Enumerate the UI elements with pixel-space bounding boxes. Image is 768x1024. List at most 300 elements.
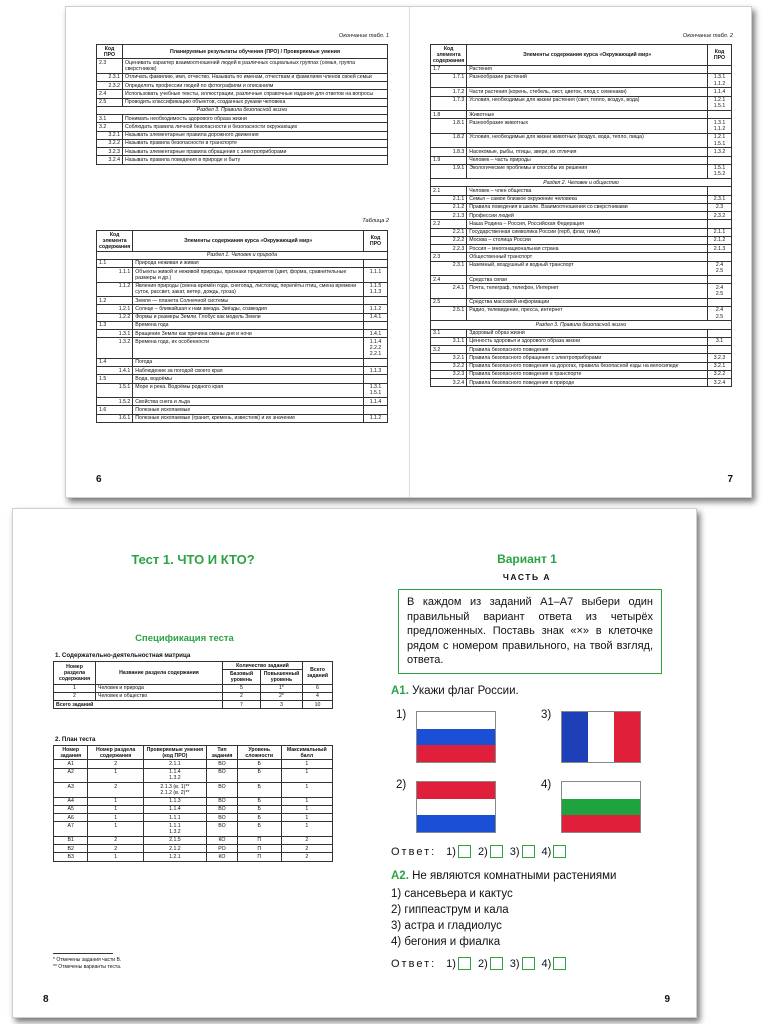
answer-num: 4) — [541, 845, 552, 858]
matrix-cell: 2 — [223, 692, 261, 700]
matrix-table — [53, 661, 333, 709]
row-pro-code: 3.2.2 — [708, 370, 732, 378]
answer-num: 1) — [446, 845, 456, 858]
table-row — [97, 358, 388, 366]
plan-cell: ВО — [206, 822, 237, 836]
table-header: Код ПРО — [708, 45, 732, 66]
answer-checkbox[interactable] — [522, 845, 535, 858]
flag-stripe — [588, 712, 614, 762]
table-row — [431, 354, 732, 362]
plan-cell: Б — [237, 797, 281, 805]
table-row — [97, 73, 388, 81]
table-row — [97, 90, 388, 98]
table-row — [431, 245, 732, 253]
flag-stripe — [562, 815, 640, 832]
row-code: 1.8 — [431, 111, 467, 119]
row-text: Общественный транспорт — [467, 253, 708, 261]
matrix-total-basic: 7 — [223, 701, 261, 709]
row-text: Профессии людей — [467, 212, 708, 220]
answer-checkbox[interactable] — [490, 845, 503, 858]
row-text: Радио, телевидение, пресса, интернет — [467, 306, 708, 320]
table-row — [431, 298, 732, 306]
plan-cell: 1.1.4 — [143, 805, 206, 813]
row-code: 2.4 — [97, 90, 123, 98]
plan-header: Номер задания — [54, 746, 88, 760]
question-text: Укажи флаг России. — [412, 685, 519, 697]
plan-cell: В3 — [54, 853, 88, 861]
plan-cell: 1.2.1 — [143, 853, 206, 861]
row-pro-code: 2.3 — [708, 203, 732, 211]
matrix-header: Всего заданий — [303, 662, 333, 685]
table-row — [97, 367, 388, 375]
section-row — [97, 106, 388, 114]
plan-cell: 1 — [88, 805, 143, 813]
table-row — [97, 305, 388, 313]
flag-stripe — [417, 782, 495, 799]
matrix-cell: 2* — [261, 692, 303, 700]
table-row — [431, 195, 732, 203]
row-pro-code — [364, 297, 388, 305]
matrix-header: Номер раздела содержания — [54, 662, 96, 685]
row-text: Правила безопасного поведения в природе — [467, 379, 708, 387]
row-text: Части растения (корень, стебель, лист, цветок, плод с семенами) — [467, 88, 708, 96]
row-text: Природа неживая и живая — [133, 259, 364, 267]
spread-pages-6-7 — [65, 6, 752, 498]
plan-cell: КО — [206, 836, 237, 844]
row-code: 1.3 — [97, 321, 133, 329]
row-code: 2.1 — [431, 187, 467, 195]
table-row — [431, 73, 732, 87]
row-code: 2.3.1 — [431, 261, 467, 275]
plan-row — [54, 797, 333, 805]
row-pro-code: 1.1.4 — [364, 398, 388, 406]
matrix-cell: 2 — [54, 692, 96, 700]
question-text: Не являются комнатными растениями — [412, 870, 617, 882]
matrix-header: Базовый уровень — [223, 670, 261, 684]
table-row — [431, 220, 732, 228]
table-row — [97, 338, 388, 359]
row-text: Наша Родина – Россия, Российская Федерация — [467, 220, 708, 228]
row-code: 3.1 — [431, 329, 467, 337]
row-text: Наземный, воздушный и водный транспорт — [467, 261, 708, 275]
option-item: 4) бегония и фиалка — [391, 935, 501, 948]
row-code: 2.5 — [431, 298, 467, 306]
spread-pages-8-9 — [12, 508, 697, 1018]
plan-cell: 1 — [281, 783, 332, 797]
plan-cell: 2 — [281, 836, 332, 844]
table-row — [431, 236, 732, 244]
plan-cell: 1 — [88, 853, 143, 861]
answer-row-a2 — [391, 957, 571, 970]
plan-cell: 1 — [88, 822, 143, 836]
plan-cell: 2.1.2 — [143, 845, 206, 853]
plan-cell: П — [237, 853, 281, 861]
table-caption: Таблица 2 — [362, 218, 389, 224]
plan-cell: Б — [237, 768, 281, 782]
row-code: 1.3.1 — [97, 330, 133, 338]
answer-num: 3) — [509, 845, 520, 858]
row-code: 3.2.1 — [431, 354, 467, 362]
table-row — [431, 187, 732, 195]
table-row — [97, 414, 388, 422]
row-text: Ценность здоровья и здорового образа жизни — [467, 337, 708, 345]
answer-checkbox[interactable] — [490, 957, 503, 970]
plan-header: Максимальный балл — [281, 746, 332, 760]
plan-cell: ВО — [206, 760, 237, 768]
table-header: Код элемента содержания — [97, 231, 133, 252]
row-code: 1.8.1 — [431, 119, 467, 133]
matrix-header: Повышенный уровень — [261, 670, 303, 684]
row-text: Средства связи — [467, 276, 708, 284]
row-code: 2.3.1 — [97, 73, 123, 81]
row-pro-code: 3.2.3 — [708, 354, 732, 362]
table-header: Элементы содержания курса «Окружающий мир» — [467, 45, 708, 66]
plan-row — [54, 768, 333, 782]
row-pro-code — [364, 406, 388, 414]
row-code: 1.7.2 — [431, 88, 467, 96]
table-row — [97, 123, 388, 131]
answer-num: 2) — [477, 957, 488, 970]
answer-checkbox[interactable] — [458, 845, 471, 858]
a2-options — [391, 887, 513, 950]
row-code: 2.1.3 — [431, 212, 467, 220]
plan-header: Уровень сложности — [237, 746, 281, 760]
flag-option-number: 2) — [396, 779, 407, 791]
row-pro-code: 1.1.4 — [708, 88, 732, 96]
row-pro-code: 2.1.3 — [708, 245, 732, 253]
row-pro-code: 1.1.1 — [364, 268, 388, 282]
plan-cell: РО — [206, 845, 237, 853]
plan-cell: 1 — [281, 797, 332, 805]
page-number: 9 — [664, 994, 670, 1005]
plan-cell: 2 — [88, 836, 143, 844]
plan-cell: 1 — [88, 768, 143, 782]
plan-cell: ВО — [206, 805, 237, 813]
row-text: Называть правила поведения в природе и быту — [123, 156, 388, 164]
table-row — [97, 98, 388, 106]
table-row — [97, 282, 388, 296]
row-code: 3.2.4 — [97, 156, 123, 164]
table-row — [97, 59, 388, 73]
section-row — [97, 251, 388, 259]
table-row — [431, 370, 732, 378]
row-text: Животные — [467, 111, 708, 119]
plan-cell: 1 — [281, 814, 332, 822]
option-item: 2) гиппеаструм и кала — [391, 903, 509, 916]
row-pro-code: 1.2.1 1.5.1 — [708, 96, 732, 110]
page-number: 7 — [727, 474, 733, 485]
table-row — [431, 133, 732, 147]
table-row — [431, 329, 732, 337]
plan-cell: П — [237, 836, 281, 844]
plan-cell: А4 — [54, 797, 88, 805]
row-pro-code — [708, 187, 732, 195]
plan-cell: 1 — [281, 822, 332, 836]
row-text: Отличать фамилию, имя, отчество. Называть по именам, отчествам и фамилиям членов своей семьи — [123, 73, 388, 81]
plan-cell: 2.1.3 (в. 1)** 2.1.2 (в. 2)** — [143, 783, 206, 797]
row-code: 3.2.3 — [97, 148, 123, 156]
table-header: Элементы содержания курса «Окружающий мир» — [133, 231, 364, 252]
matrix-cell: 5 — [223, 684, 261, 692]
plan-header: Номер раздела содержания — [88, 746, 143, 760]
table-row — [431, 228, 732, 236]
row-code: 1.6.1 — [97, 414, 133, 422]
table-row — [431, 111, 732, 119]
section-row — [431, 179, 732, 187]
table-row — [97, 383, 388, 397]
row-pro-code: 1.1.2 — [364, 414, 388, 422]
plan-heading: 2. План теста — [55, 736, 96, 743]
table-header-row — [431, 45, 732, 66]
plan-cell: 2 — [88, 760, 143, 768]
table-row — [431, 203, 732, 211]
row-text: Формы и размеры Земли. Глобус как модель Земли — [133, 313, 364, 321]
table-row — [431, 119, 732, 133]
question-label: А1. — [391, 685, 409, 697]
answer-row-a1 — [391, 845, 571, 858]
section-title: Раздел 3. Правила безопасной жизни — [431, 321, 732, 329]
row-pro-code — [364, 259, 388, 267]
table-row — [431, 346, 732, 354]
row-code: 1.7.3 — [431, 96, 467, 110]
table-row — [431, 148, 732, 156]
section-title: Раздел 1. Человек и природа — [97, 251, 388, 259]
row-text: Здоровый образ жизни — [467, 329, 708, 337]
plan-cell: А1 — [54, 760, 88, 768]
flag-stripe — [417, 729, 495, 746]
row-text: Наблюдение за погодой своего края — [133, 367, 364, 375]
plan-cell: 2 — [281, 845, 332, 853]
row-pro-code: 3.2.4 — [708, 379, 732, 387]
row-text: Земля — планета Солнечной системы — [133, 297, 364, 305]
row-text: Времена года — [133, 321, 364, 329]
variant-title: Вариант 1 — [497, 552, 557, 566]
plan-cell: ВО — [206, 797, 237, 805]
row-pro-code: 2.1.1 — [708, 228, 732, 236]
row-text: Почта, телеграф, телефон, Интернет — [467, 284, 708, 298]
table-row — [97, 115, 388, 123]
table-row — [431, 337, 732, 345]
row-pro-code: 3.1 — [708, 337, 732, 345]
row-text: Солнце – ближайшая к нам звезда. Звёзды, созвездия — [133, 305, 364, 313]
row-text: Соблюдать правила личной безопасности и безопасности окружающих — [123, 123, 388, 131]
answer-checkbox[interactable] — [553, 845, 566, 858]
flag-image[interactable] — [561, 711, 641, 763]
row-code: 1.5.1 — [97, 383, 133, 397]
row-pro-code: 2.4 2.5 — [708, 261, 732, 275]
table-row — [97, 259, 388, 267]
matrix-cell: 4 — [303, 692, 333, 700]
plan-row — [54, 853, 333, 861]
row-code: 2.2.1 — [431, 228, 467, 236]
part-title: ЧАСТЬ А — [502, 572, 552, 582]
row-text: Россия – многонациональная страна — [467, 245, 708, 253]
flag-stripe — [614, 712, 640, 762]
row-code: 2.3 — [97, 59, 123, 73]
row-code: 2.2.2 — [431, 236, 467, 244]
answer-checkbox[interactable] — [522, 957, 535, 970]
matrix-cell: Человек и общество — [96, 692, 223, 700]
row-pro-code: 1.1.4 2.2.2 2.2.1 — [364, 338, 388, 359]
row-code: 1.9.1 — [431, 164, 467, 178]
row-pro-code: 1.3.2 — [708, 148, 732, 156]
plan-cell: А7 — [54, 822, 88, 836]
table-row — [431, 379, 732, 387]
plan-row — [54, 814, 333, 822]
row-code: 1.4 — [97, 358, 133, 366]
table-row — [97, 148, 388, 156]
table-row — [431, 253, 732, 261]
flag-stripe — [417, 712, 495, 729]
plan-row — [54, 845, 333, 853]
row-pro-code — [708, 276, 732, 284]
option-item: 1) сансевьера и кактус — [391, 888, 513, 900]
row-pro-code: 2.4 2.5 — [708, 306, 732, 320]
answer-num: 1) — [446, 957, 456, 970]
row-text: Проводить классификацию объектов, созданных руками человека — [123, 98, 388, 106]
row-text: Море и река. Водоёмы родного края — [133, 383, 364, 397]
row-code: 2.2.3 — [431, 245, 467, 253]
instruction-box: В каждом из заданий А1–А7 выбери один правильный вариант ответа из четырёх предложенных. Поставь знак «×» в клеточке рядом с номером правильного, на твой взгляд, ответа. — [398, 589, 662, 674]
row-pro-code — [708, 220, 732, 228]
row-pro-code: 1.2.1 1.5.1 — [708, 133, 732, 147]
table-header: Код ПРО — [97, 45, 123, 59]
continuation-label: Окончание табл. 1 — [338, 33, 389, 39]
row-code: 1.7.1 — [431, 73, 467, 87]
row-text: Растения — [467, 65, 708, 73]
flag-stripe — [562, 782, 640, 799]
question-label: А2. — [391, 870, 409, 882]
row-text: Разнообразие животных — [467, 119, 708, 133]
row-code: 1.1 — [97, 259, 133, 267]
table-row — [431, 212, 732, 220]
plan-cell: 1.1.1 1.3.2 — [143, 822, 206, 836]
row-code: 1.1.1 — [97, 268, 133, 282]
table-row — [431, 164, 732, 178]
answer-label: Ответ: — [391, 957, 437, 970]
plan-cell: ВО — [206, 783, 237, 797]
row-code: 1.4.1 — [97, 367, 133, 375]
matrix-total-all: 10 — [303, 701, 333, 709]
row-pro-code — [708, 65, 732, 73]
table-row — [431, 261, 732, 275]
page-number: 6 — [96, 474, 102, 485]
flag-stripe — [562, 712, 588, 762]
table-row — [431, 306, 732, 320]
flag-image[interactable] — [416, 781, 496, 833]
matrix-header: Количество заданий — [223, 662, 303, 670]
footnote-divider — [53, 953, 113, 954]
row-code: 3.1.1 — [431, 337, 467, 345]
row-code: 1.6 — [97, 406, 133, 414]
row-text: Средства массовой информации — [467, 298, 708, 306]
row-text: Определять профессии людей по фотографиям и описаниям — [123, 82, 388, 90]
row-text: Условия, необходимые для жизни растения (свет, тепло, воздух, вода) — [467, 96, 708, 110]
row-text: Свойства снега и льда — [133, 398, 364, 406]
matrix-cell: Человек и природа — [96, 684, 223, 692]
row-text: Полезные ископаемые (гранит, кремень, известняк) и их значение — [133, 414, 364, 422]
row-code: 1.2 — [97, 297, 133, 305]
answer-label: Ответ: — [391, 845, 437, 858]
row-text: Правила безопасного обращения с электроприборами — [467, 354, 708, 362]
table-header: Код ПРО — [364, 231, 388, 252]
row-code: 3.1 — [97, 115, 123, 123]
test-title: Тест 1. ЧТО И КТО? — [131, 552, 255, 567]
row-pro-code: 1.1.3 — [364, 367, 388, 375]
flag-option-number: 3) — [541, 709, 552, 721]
table-row — [431, 362, 732, 370]
flag-image[interactable] — [561, 781, 641, 833]
row-text: Погода — [133, 358, 364, 366]
matrix-cell: 1* — [261, 684, 303, 692]
row-pro-code: 2.3.1 — [708, 195, 732, 203]
option-item: 3) астра и гладиолус — [391, 919, 502, 932]
row-text: Семья – самое близкое окружение человека — [467, 195, 708, 203]
plan-cell: 1 — [281, 760, 332, 768]
row-text: Правила безопасного поведения в транспорте — [467, 370, 708, 378]
row-code: 1.8.2 — [431, 133, 467, 147]
row-text: Вода, водоёмы — [133, 375, 364, 383]
plan-cell: 2.1.1 — [143, 760, 206, 768]
row-text: Государственная символика России (герб, флаг, гимн) — [467, 228, 708, 236]
table-row — [97, 268, 388, 282]
row-text: Человек – член общества — [467, 187, 708, 195]
row-text: Времена года, их особенности — [133, 338, 364, 359]
row-code: 2.5 — [97, 98, 123, 106]
row-pro-code — [708, 156, 732, 164]
table-row — [431, 96, 732, 110]
table-row — [97, 375, 388, 383]
plan-row — [54, 836, 333, 844]
row-pro-code — [364, 358, 388, 366]
row-pro-code: 1.3.1 1.1.2 — [708, 119, 732, 133]
row-text: Вращение Земли как причина смены дня и ночи — [133, 330, 364, 338]
row-code: 1.9 — [431, 156, 467, 164]
plan-cell: А6 — [54, 814, 88, 822]
row-code: 2.4.1 — [431, 284, 467, 298]
plan-cell: Б — [237, 805, 281, 813]
plan-cell: 1 — [281, 768, 332, 782]
table-row — [97, 330, 388, 338]
row-pro-code: 3.2.1 — [708, 362, 732, 370]
row-text: Называть элементарные правила обращения с электроприборами — [123, 148, 388, 156]
spec-title: Спецификация теста — [135, 633, 234, 644]
plan-cell: 1.1.3 — [143, 797, 206, 805]
row-text: Оценивать характер взаимоотношений людей в различных социальных группах (семья, группа сверстников) — [123, 59, 388, 73]
row-code: 1.2.2 — [97, 313, 133, 321]
plan-table — [53, 745, 333, 862]
answer-checkbox[interactable] — [553, 957, 566, 970]
page-6 — [66, 7, 410, 497]
row-code: 2.4 — [431, 276, 467, 284]
flag-image[interactable] — [416, 711, 496, 763]
answer-num: 2) — [477, 845, 488, 858]
answer-checkbox[interactable] — [458, 957, 471, 970]
plan-cell: П — [237, 845, 281, 853]
row-pro-code: 2.4 2.5 — [708, 284, 732, 298]
matrix-row — [54, 692, 333, 700]
plan-cell: КО — [206, 853, 237, 861]
footnotes — [53, 957, 121, 971]
plan-cell: 1 — [281, 805, 332, 813]
section-title: Раздел 3. Правила безопасной жизни — [97, 106, 388, 114]
table-row — [431, 88, 732, 96]
row-code: 2.2 — [431, 220, 467, 228]
row-text: Разнообразие растений — [467, 73, 708, 87]
matrix-heading: 1. Содержательно-деятельностная матрица — [55, 652, 191, 659]
row-text: Правила безопасного поведения на дорогах, правила безопасной езды на велосипеде — [467, 362, 708, 370]
flag-stripe — [562, 799, 640, 816]
